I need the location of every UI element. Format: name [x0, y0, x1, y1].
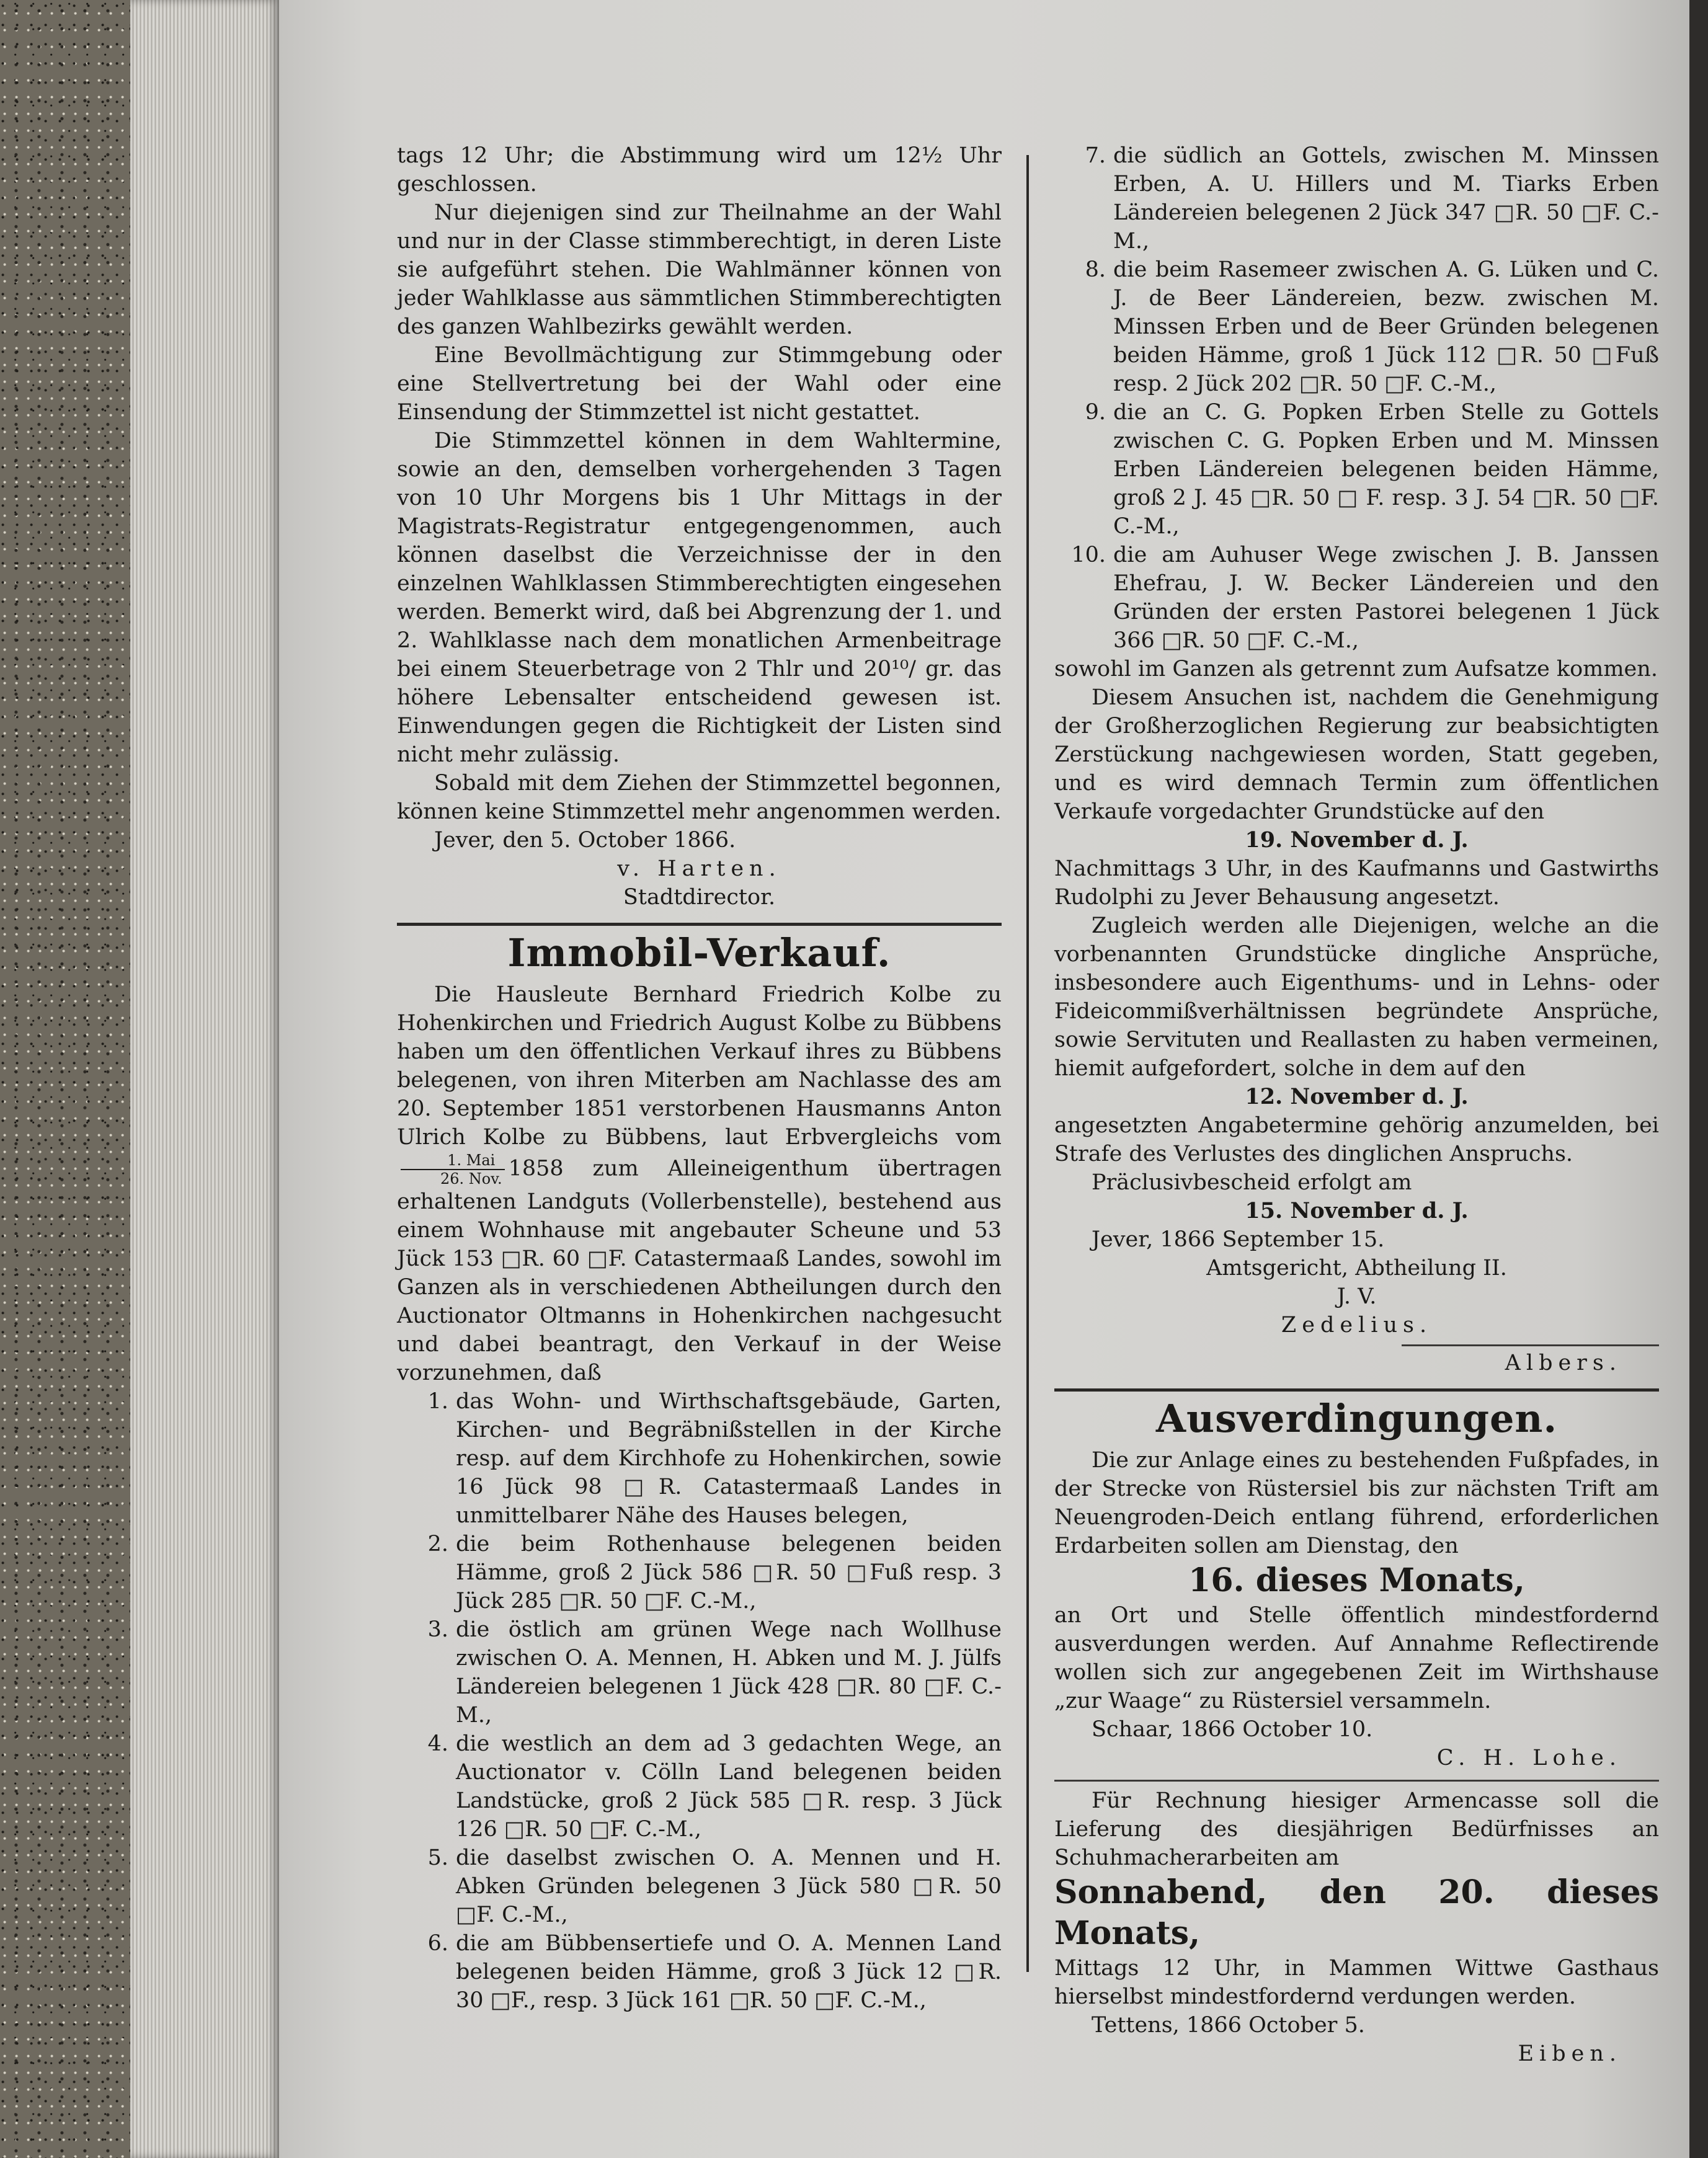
armencasse-signer: Eiben.: [1518, 2041, 1622, 2066]
list-item: [397, 1929, 1002, 2015]
page-stack-edges: [130, 0, 279, 2158]
election-notice-signer-title: Stadtdirector.: [623, 885, 776, 910]
item-number: 3.: [427, 1617, 448, 1642]
section-rule-thin: [1054, 1780, 1659, 1782]
ausverdingungen-date: 16. dieses Monats,: [1188, 1561, 1525, 1599]
item-number: 5.: [427, 1845, 448, 1870]
gutter-shadow: [1689, 0, 1708, 2158]
verkauf-text-part1: Die Hausleute Bernhard Friedrich Kolbe zu Hohenkirchen und Friedrich August Kolbe zu Bübbens haben um den öffentlichen Verkauf ihres zu Bübbens belegenen, von ihren Miterben am Nachlasse des am 20. September 1851 verstorbenen Hausmanns Anton Ulrich Kolbe zu Bübbens, laut Erbvergleichs vom: [397, 982, 1002, 1150]
immobil-verkauf-heading: Immobil-Verkauf.: [507, 930, 891, 975]
left-column: [397, 141, 1002, 2015]
election-notice-text-1: tags 12 Uhr; die Abstimmung wird um 12½ Uhr geschlossen.: [397, 143, 1002, 197]
armencasse-text: Für Rechnung hiesiger Armencasse soll die Lieferung des diesjährigen Bedürfnisses an Schuhmacherarbeiten am: [1054, 1788, 1659, 1870]
item-number: 2.: [427, 1532, 448, 1556]
angabe-date: 12. November d. J.: [1245, 1084, 1469, 1109]
praeclusiv-text: Präclusivbescheid erfolgt am: [1092, 1170, 1412, 1195]
angabe-text: angesetzten Angabetermine gehörig anzumelden, bei Strafe des Verlustes des dinglichen Anspruchs.: [1054, 1113, 1659, 1166]
item-text: die beim Rasemeer zwischen A. G. Lüken und C. J. de Beer Ländereien, bezw. zwischen M. Minssen Erben und de Beer Gründen belegenen beiden Hämme, groß 1 Jück 112 □R. 50 □Fuß resp. 2 Jück 202 □R. 50 □F. C.-M.,: [1113, 257, 1659, 396]
ausverdingungen-place-date: Schaar, 1866 October 10.: [1092, 1717, 1373, 1742]
item-number: 6.: [427, 1931, 448, 1956]
item-text: die östlich am grünen Wege nach Wollhuse zwischen O. A. Mennen, H. Abken und M. J. Jülfs Ländereien belegenen 1 Jück 428 □R. 80 □F. C.-M.,: [456, 1617, 1002, 1728]
election-notice-text-4: Die Stimmzettel können in dem Wahltermine, sowie an den, demselben vorhergehenden 3 Tagen von 10 Uhr Morgens bis 1 Uhr Mittags in der Magistrats-Registratur entgegengenommen, auch können daselbst die Verzeichnisse der in den einzelnen Wahlklassen Stimmberechtigten eingesehen werden. Bemerkt wird, daß bei Abgrenzung der 1. und 2. Wahlklasse nach dem monatlichen Armenbeitrage bei einem Steuerbetrage von 2 Thlr und 20¹⁰/ gr. das höhere Lebensalter entscheidend gewesen ist. Einwendungen gegen die Richtigkeit der Listen sind nicht mehr zulässig.: [397, 428, 1002, 767]
fraction-top: 1. Mai: [401, 1152, 505, 1170]
item-text: die südlich an Gottels, zwischen M. Minssen Erben, A. U. Hillers und M. Tiarks Erben Ländereien belegenen 2 Jück 347 □R. 50 □F. C.-M.,: [1113, 143, 1659, 254]
verkauf-text-part2: 1858 zum Alleineigenthum übertragen erhaltenen Landguts (Vollerbenstelle), bestehend aus einem Wohnhause mit angebauter Scheune und 53 Jück 153 □R. 60 □F. Catastermaaß Landes, sowohl im Ganzen als in verschiedenen Abtheilungen durch den Auctionator Oltmanns in Hohenkirchen nachgesucht und dabei beantragt, den Verkauf in der Weise vorzunehmen, daß: [397, 1156, 1002, 1385]
zugleich-paragraph: Zugleich werden alle Diejenigen, welche an die vorbenannten Grundstücke dingliche Ansprüche, insbesondere auch Eigenthums- und in Lehns- oder Fideicommißverhältnissen begründete Ansprüche, sowie Servituten und Reallasten zu haben vermeinen, hiemit aufgefordert, solche in dem auf den: [1054, 913, 1659, 1081]
list-item: [1054, 398, 1659, 541]
election-notice-date: Jever, den 5. October 1866.: [434, 828, 736, 853]
item-text: die an C. G. Popken Erben Stelle zu Gottels zwischen C. G. Popken Erben und M. Minssen Erben Ländereien belegenen beiden Hämme, groß 2 J. 45 □R. 50 □ F. resp. 3 J. 54 □R. 50 □F. C.-M.,: [1113, 400, 1659, 539]
list-item: [397, 1615, 1002, 1730]
court-date: Jever, 1866 September 15.: [1092, 1227, 1385, 1252]
verkauf-paragraph: [397, 980, 1002, 1387]
clerk-signer: Albers.: [1505, 1351, 1622, 1375]
item-text: das Wohn- und Wirthschaftsgebäude, Garten, Kirchen- und Begräbnißstellen in der Kirche resp. auf dem Kirchhofe zu Hohenkirchen, sowie 16 Jück 98 □R. Catastermaaß Landes in unmittelbarer Nähe des Hauses belegen,: [456, 1389, 1002, 1528]
item-number: 9.: [1085, 400, 1106, 425]
termin-date: 19. November d. J.: [1245, 827, 1469, 853]
list-item: [1054, 141, 1659, 255]
item-text: die westlich an dem ad 3 gedachten Wege, an Auctionator v. Cölln Land belegenen beiden Landstücke, groß 2 Jück 585 □R. resp. 3 Jück 126 □R. 50 □F. C.-M.,: [456, 1731, 1002, 1842]
list-item: [397, 1530, 1002, 1615]
election-notice-text-3: Eine Bevollmächtigung zur Stimmgebung oder eine Stellvertretung bei der Wahl oder eine Einsendung der Stimmzettel ist nicht gestattet.: [397, 343, 1002, 425]
ausverdingungen-text-2: an Ort und Stelle öffentlich mindestfordernd ausverdungen werden. Auf Annahme Reflectirende wollen sich zur angegebenen Zeit im Wirthshause „zur Waage“ zu Rüstersiel versammeln.: [1054, 1603, 1659, 1713]
item-text: die daselbst zwischen O. A. Mennen und H. Abken Gründen belegenen 3 Jück 580 □R. 50 □F. C.-M.,: [456, 1845, 1002, 1927]
item-text: die beim Rothenhause belegenen beiden Hämme, groß 2 Jück 586 □R. 50 □Fuß resp. 3 Jück 285 □R. 50 □F. C.-M.,: [456, 1532, 1002, 1614]
list-item: [1054, 541, 1659, 655]
item-number: 4.: [427, 1731, 448, 1756]
date-fraction: [401, 1152, 505, 1188]
item-number: 8.: [1085, 257, 1106, 282]
after-items-text: sowohl im Ganzen als getrennt zum Aufsatze kommen.: [1054, 657, 1658, 682]
item-text: die am Auhuser Wege zwischen J. B. Janssen Ehefrau, J. W. Becker Ländereien und den Gründen der ersten Pastorei belegenen 1 Jück 366 □R. 50 □F. C.-M.,: [1113, 543, 1659, 653]
fraction-bottom: 26. Nov.: [440, 1170, 502, 1188]
armencasse-place-date: Tettens, 1866 October 5.: [1092, 2013, 1365, 2038]
signature-rule: [1402, 1344, 1659, 1346]
item-text: die am Bübbensertiefe und O. A. Mennen Land belegenen beiden Hämme, groß 3 Jück 12 □R. 30 □F., resp. 3 Jück 161 □R. 50 □F. C.-M.,: [456, 1931, 1002, 2013]
ausverdingungen-text: Die zur Anlage eines zu bestehenden Fußpfades, in der Strecke von Rüstersiel bis zur nächsten Trift am Neuengroden-Deich entlang führend, erforderlichen Erdarbeiten sollen am Dienstag, den: [1054, 1448, 1659, 1558]
court-name: Amtsgericht, Abtheilung II.: [1206, 1256, 1507, 1281]
list-item: [397, 1730, 1002, 1844]
court-signer: Zedelius.: [1281, 1313, 1433, 1338]
item-number: 10.: [1071, 543, 1106, 567]
list-item: [397, 1387, 1002, 1530]
court-initials: J. V.: [1337, 1284, 1377, 1309]
right-column: [1054, 141, 1659, 2068]
armencasse-text-2: Mittags 12 Uhr, in Mammen Wittwe Gasthaus hierselbst mindestfordernd verdungen werden.: [1054, 1956, 1659, 2009]
list-item: [397, 1844, 1002, 1929]
section-rule: [1054, 1388, 1659, 1392]
termin-text: Nachmittags 3 Uhr, in des Kaufmanns und Gastwirths Rudolphi zu Jever Behausung angesetzt.: [1054, 856, 1659, 910]
item-number: 1.: [427, 1389, 448, 1414]
book-cover-edge: [0, 0, 130, 2158]
armencasse-date: Sonnabend, den 20. dieses Monats,: [1054, 1873, 1659, 1952]
genehmigung-paragraph: Diesem Ansuchen ist, nachdem die Genehmigung der Großherzoglichen Regierung zur beabsichtigten Zerstückung nachgewiesen worden, Statt gegeben, und es wird demnach Termin zum öffentlichen Verkaufe vorgedachter Grundstücke auf den: [1054, 685, 1659, 824]
column-divider: [1026, 155, 1029, 1972]
item-number: 7.: [1085, 143, 1106, 168]
election-notice-text-5: Sobald mit dem Ziehen der Stimmzettel begonnen, können keine Stimmzettel mehr angenommen werden.: [397, 771, 1002, 824]
list-item: [1054, 255, 1659, 398]
election-notice-text-2: Nur diejenigen sind zur Theilnahme an der Wahl und nur in der Classe stimmberechtigt, in deren Liste sie aufgeführt stehen. Die Wahlmänner können von jeder Wahlklasse aus sämmtlichen Stimmberechtigten des ganzen Wahlbezirks gewählt werden.: [397, 200, 1002, 339]
ausverdingungen-heading: Ausverdingungen.: [1155, 1396, 1558, 1441]
election-notice-signer: v. Harten.: [617, 856, 781, 881]
section-rule: [397, 923, 1002, 926]
praeclusiv-date: 15. November d. J.: [1245, 1198, 1469, 1223]
ausverdingungen-signer: C. H. Lohe.: [1436, 1746, 1622, 1770]
